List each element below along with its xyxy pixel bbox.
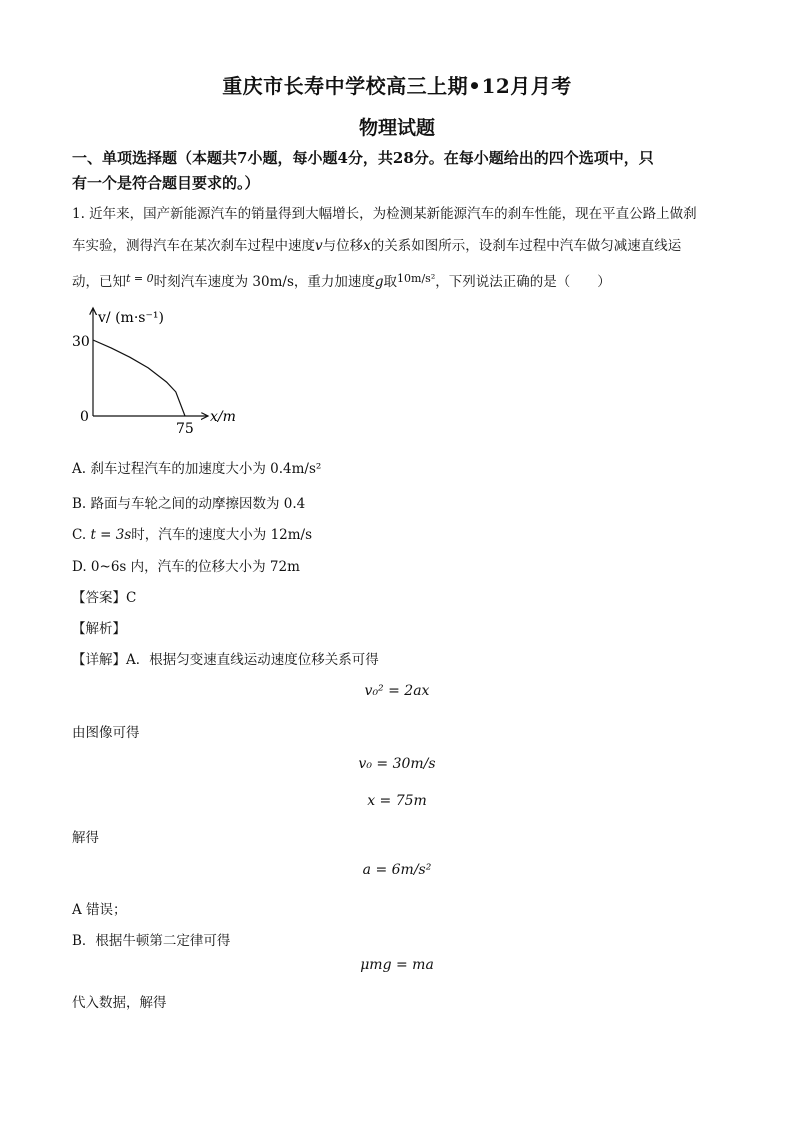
symbol-v: v [315,238,323,254]
y-tick-label: 30 [72,334,90,350]
x-tick-label: 75 [176,421,194,437]
detail-b: B．根据牛顿第二定律可得 [72,933,231,949]
equation-5: μmg = ma [360,957,434,973]
inline-formula-t0: t = 0 [126,272,154,285]
solve-text: 解得 [72,830,99,846]
a-wrong-text: A 错误； [72,902,127,918]
question-text: ，下列说法正确的是（ ） [435,274,611,290]
equation-4: a = 6m/s² [362,862,432,878]
question-line1: 1. 近年来，国产新能源汽车的销量得到大幅增长，为检测某新能源汽车的刹车性能，现在平直公路上做刹 [72,206,697,222]
question-text: 的关系如图所示，设刹车过程中汽车做匀减速直线运 [370,238,682,254]
y-axis-label: v/ (m·s⁻¹) [98,310,164,326]
question-text: 取 [383,274,398,290]
section-heading-line2: 有一个是符合题目要求的。） [72,174,260,192]
series-curve [93,340,185,416]
option-d: D. 0~6s 内，汽车的位移大小为 72m [72,559,300,575]
detail-a: 【详解】A．根据匀变速直线运动速度位移关系可得 [72,652,379,668]
x-axis-label: x/m [210,409,236,425]
question-line2 [72,234,681,254]
question-text: 动，已知 [72,274,126,290]
option-c [72,523,312,543]
inline-formula-g-value: 10m/s² [397,272,436,285]
analysis-tag: 【解析】 [72,621,126,637]
equation-1: v₀² = 2ax [364,683,430,699]
question-text: 时刻汽车速度为 30m/s，重力加速度 [153,274,375,290]
answer-tag: 【答案】C [72,590,137,606]
origin-label: 0 [80,409,89,425]
question-text: 车实验，测得汽车在某次刹车过程中速度 [72,238,315,254]
substitute-text: 代入数据，解得 [72,995,167,1011]
page-subtitle: 物理试题 [358,117,435,139]
velocity-displacement-chart [60,300,260,440]
option-c-time: t = 3s [90,527,132,543]
option-c-text: 时，汽车的速度大小为 12m/s [131,527,313,543]
option-a: A. 刹车过程汽车的加速度大小为 0.4m/s² [72,461,322,477]
question-line3 [72,270,611,290]
equation-3: x = 75m [367,793,427,809]
option-b: B. 路面与车轮之间的动摩擦因数为 0.4 [72,496,306,512]
page-title: 重庆市长寿中学校高三上期•12月月考 [222,74,572,98]
from-graph-text: 由图像可得 [72,725,140,741]
symbol-g: g [374,274,384,290]
section-heading-line1: 一、单项选择题（本题共7小题，每小题4分，共28分。在每小题给出的四个选项中，只 [72,149,654,167]
symbol-x: x [363,238,371,254]
equation-2: v₀ = 30m/s [358,756,436,772]
question-text: 与位移 [322,238,364,254]
option-c-letter: C. [72,527,87,543]
